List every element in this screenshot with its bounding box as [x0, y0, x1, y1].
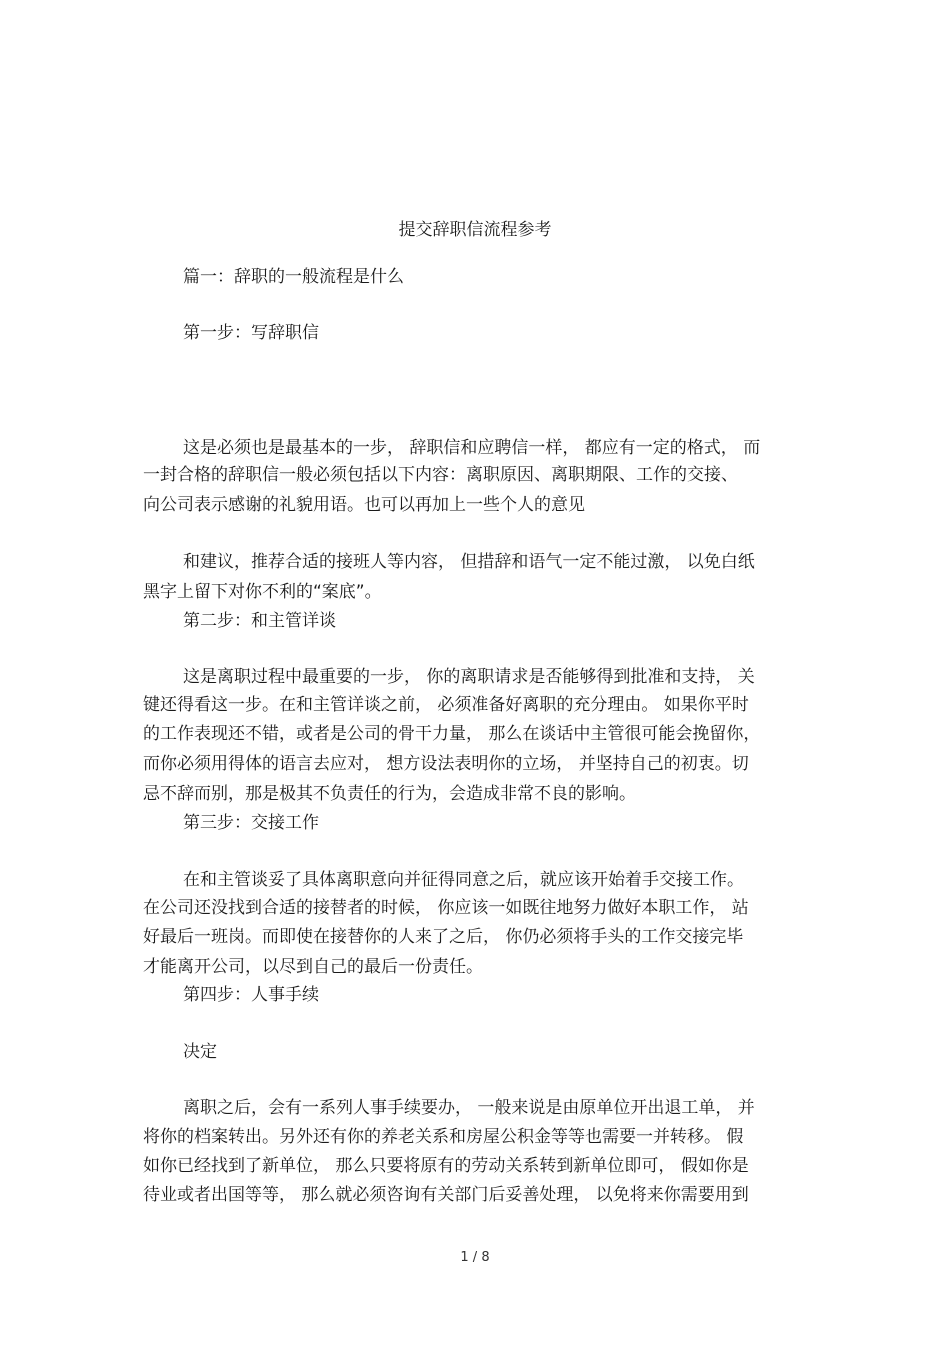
paragraph-line: 离职之后，会有一系列人事手续要办， 一般来说是由原单位开出退工单， 并 [183, 1098, 755, 1118]
paragraph-line: 待业或者出国等等， 那么就必须咨询有关部门后妥善处理， 以免将来你需要用到 [143, 1185, 749, 1205]
paragraph-line: 一封合格的辞职信一般必须包括以下内容：离职原因、离职期限、工作的交接、 [143, 465, 738, 485]
paragraph-line: 忌不辞而别，那是极其不负责任的行为，会造成非常不良的影响。 [143, 784, 636, 804]
paragraph-line: 在和主管谈妥了具体离职意向并征得同意之后，就应该开始着手交接工作。 [183, 870, 744, 890]
document-title: 提交辞职信流程参考 [398, 220, 552, 240]
paragraph-line: 好最后一班岗。而即使在接替你的人来了之后， 你仍必须将手头的工作交接完毕 [143, 927, 744, 947]
paragraph-line: 决定 [183, 1042, 217, 1062]
paragraph-line: 向公司表示感谢的礼貌用语。也可以再加上一些个人的意见 [143, 495, 585, 515]
step-heading: 第一步：写辞职信 [183, 323, 319, 343]
paragraph-line: 键还得看这一步。在和主管详谈之前， 必须准备好离职的充分理由。 如果你平时 [143, 695, 749, 715]
paragraph-line: 这是必须也是最基本的一步， 辞职信和应聘信一样， 都应有一定的格式， 而 [183, 438, 761, 458]
step-heading: 第四步：人事手续 [183, 985, 319, 1005]
step-heading: 第三步：交接工作 [183, 813, 319, 833]
section-heading: 篇一：辞职的一般流程是什么 [183, 267, 404, 287]
paragraph-line: 黑字上留下对你不利的“案底”。 [143, 582, 382, 602]
paragraph-line: 和建议，推荐合适的接班人等内容， 但措辞和语气一定不能过激， 以免白纸 [183, 552, 755, 572]
page-indicator: 1 / 8 [460, 1250, 490, 1265]
paragraph-line: 在公司还没找到合适的接替者的时候， 你应该一如既往地努力做好本职工作， 站 [143, 898, 749, 918]
paragraph-line: 而你必须用得体的语言去应对， 想方设法表明你的立场， 并坚持自己的初衷。切 [143, 754, 749, 774]
step-heading: 第二步：和主管详谈 [183, 611, 336, 631]
paragraph-line: 将你的档案转出。另外还有你的养老关系和房屋公积金等等也需要一并转移。 假 [143, 1127, 744, 1147]
paragraph-line: 的工作表现还不错，或者是公司的骨干力量， 那么在谈话中主管很可能会挽留你， [143, 724, 761, 744]
paragraph-line: 这是离职过程中最重要的一步， 你的离职请求是否能够得到批准和支持， 关 [183, 667, 755, 687]
paragraph-line: 才能离开公司，以尽到自己的最后一份责任。 [143, 957, 483, 977]
paragraph-line: 如你已经找到了新单位， 那么只要将原有的劳动关系转到新单位即可， 假如你是 [143, 1156, 749, 1176]
